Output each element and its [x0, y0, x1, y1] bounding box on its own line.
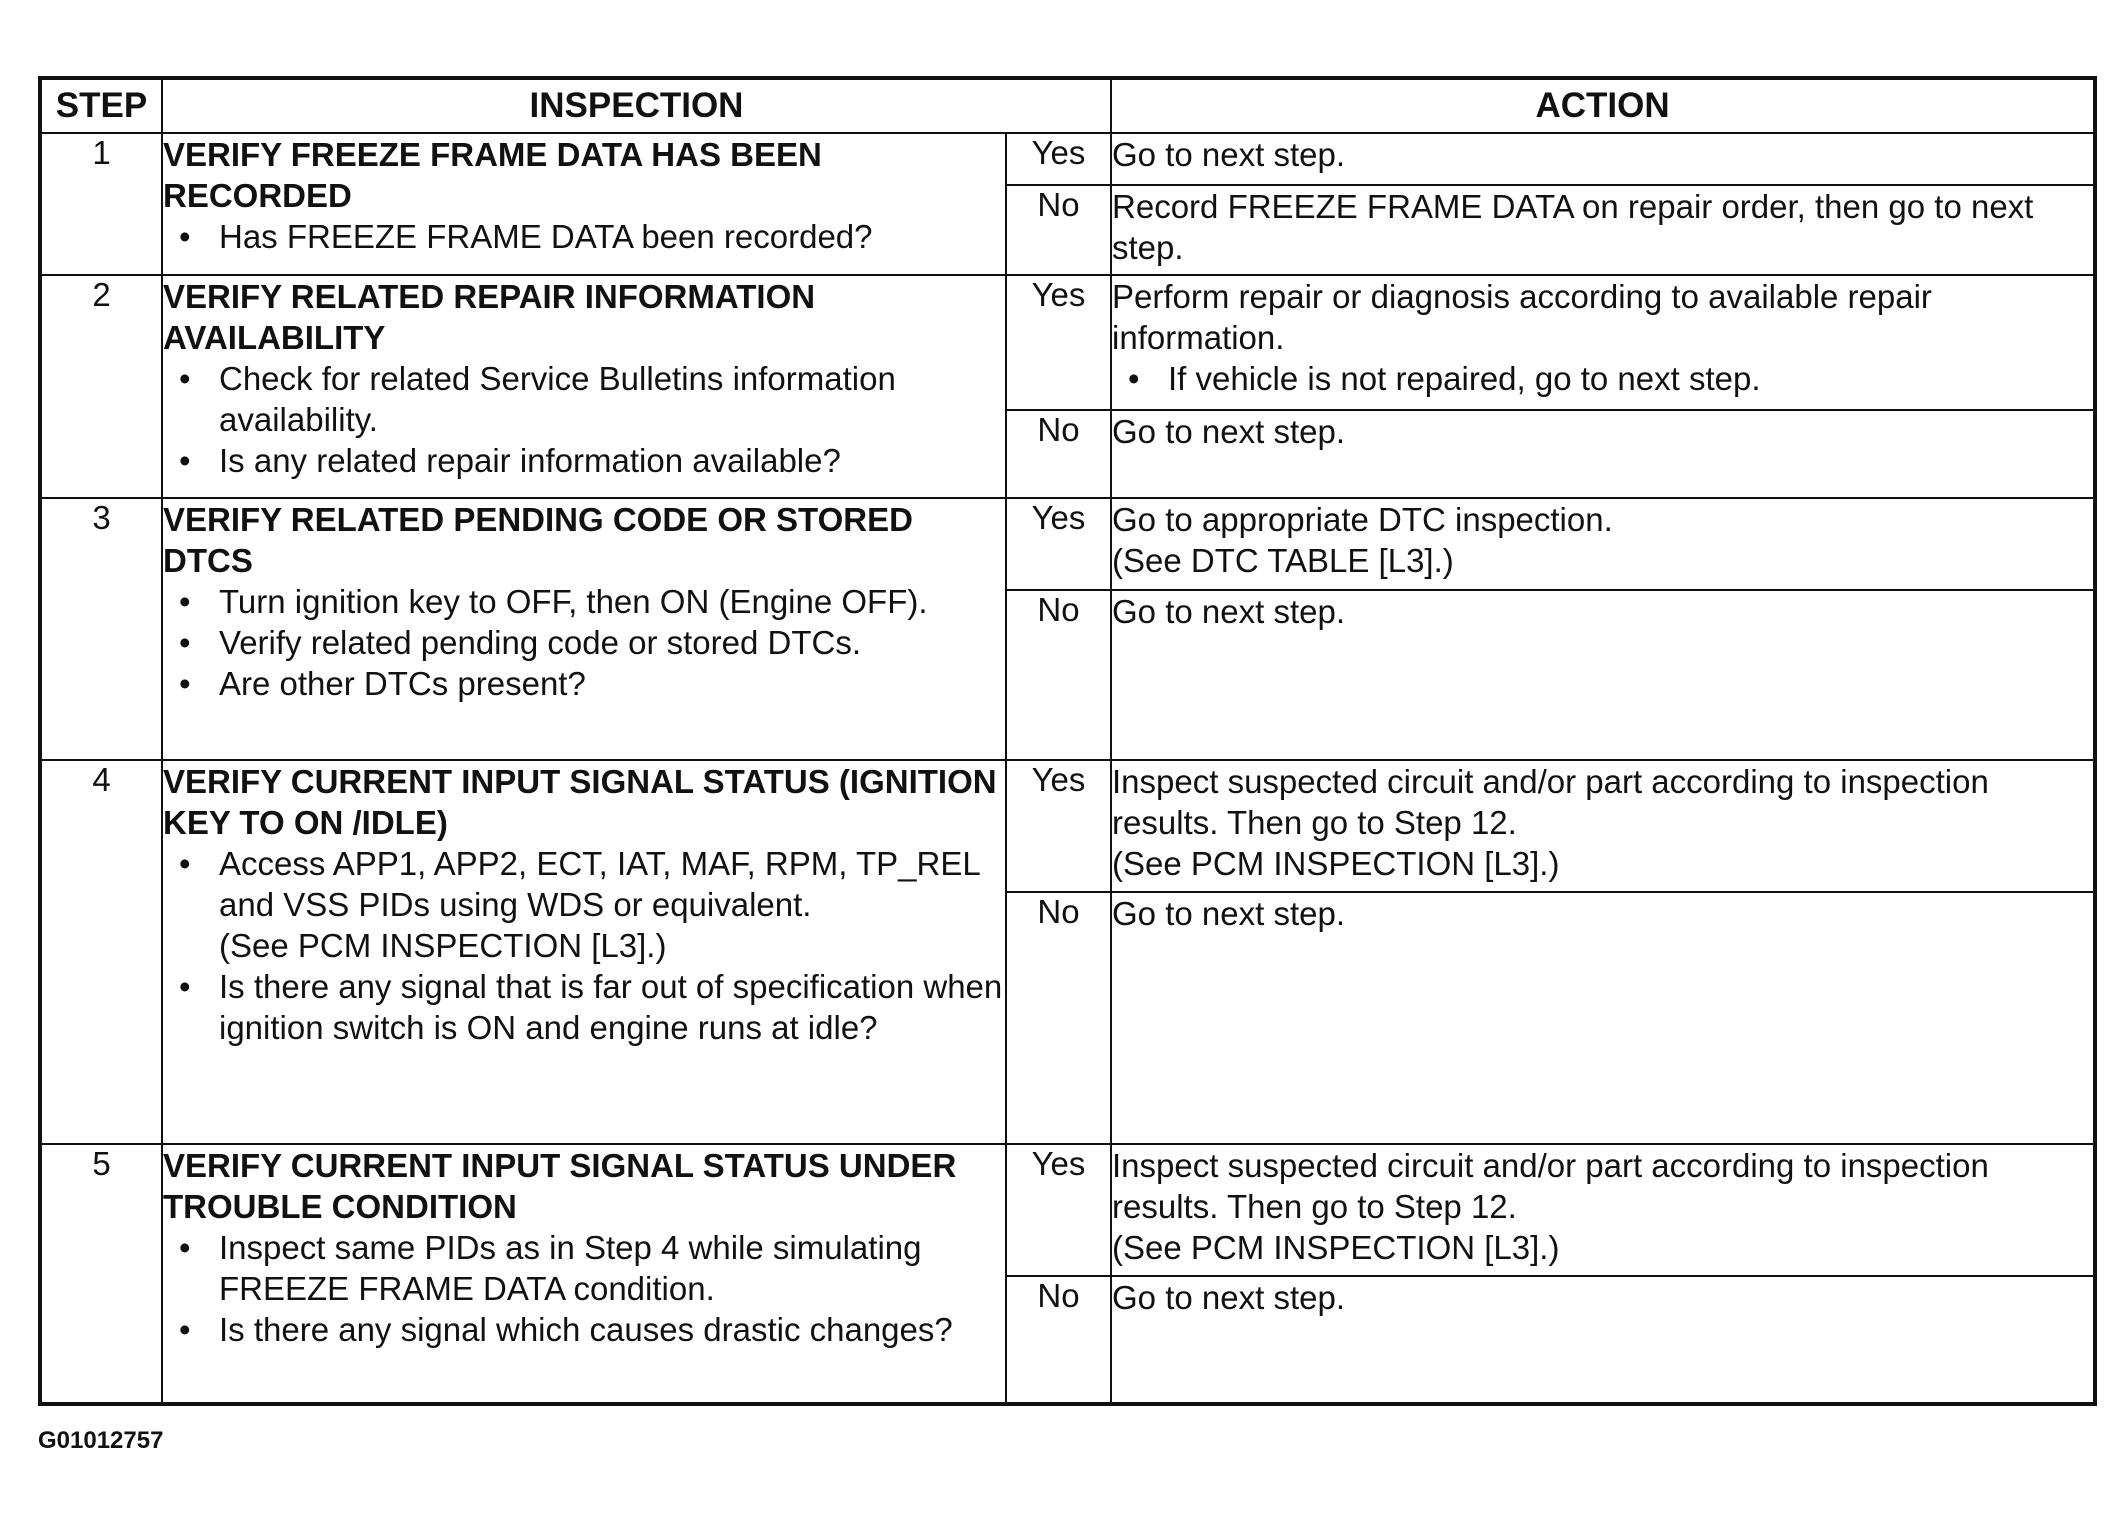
list-item — [179, 440, 1005, 481]
list-item-text: Has FREEZE FRAME DATA been recorded? — [219, 218, 873, 255]
action-list — [1112, 358, 2093, 399]
list-item — [179, 1227, 1005, 1309]
yes-label: Yes — [1006, 498, 1111, 590]
inspection-list — [163, 1227, 1005, 1350]
bullet-icon: • — [1128, 360, 1140, 397]
step-number: 1 — [40, 133, 162, 275]
yes-label: Yes — [1006, 133, 1111, 185]
no-label: No — [1006, 892, 1111, 1144]
table-row-step-3-yes — [40, 498, 2095, 590]
diagnostic-table — [38, 76, 2097, 1406]
bullet-icon: • — [179, 360, 191, 397]
inspection-title: VERIFY CURRENT INPUT SIGNAL STATUS (IGNITION KEY TO ON /IDLE) — [163, 763, 997, 841]
action-cell — [1111, 590, 2095, 760]
table-row-step-1-yes — [40, 133, 2095, 185]
action-cell — [1111, 498, 2095, 590]
action-reference: (See PCM INSPECTION [L3].) — [1112, 1229, 1560, 1266]
list-item-reference: (See PCM INSPECTION [L3].) — [219, 927, 667, 964]
no-label: No — [1006, 1276, 1111, 1404]
list-item — [179, 843, 1005, 966]
inspection-title: VERIFY CURRENT INPUT SIGNAL STATUS UNDER TROUBLE CONDITION — [163, 1147, 957, 1225]
table-row-step-2-yes — [40, 275, 2095, 410]
table-row-step-5-yes — [40, 1144, 2095, 1276]
list-item-text: Verify related pending code or stored DTCs. — [219, 624, 862, 661]
action-text: Go to next step. — [1112, 895, 1345, 932]
action-text: Go to next step. — [1112, 1279, 1345, 1316]
list-item-text: Check for related Service Bulletins information availability. — [219, 360, 896, 438]
list-item-text: Is any related repair information available? — [219, 442, 841, 479]
no-label: No — [1006, 410, 1111, 498]
inspection-list — [163, 358, 1005, 481]
action-text: Go to next step. — [1112, 593, 1345, 630]
bullet-icon: • — [179, 624, 191, 661]
yes-label: Yes — [1006, 1144, 1111, 1276]
step-number: 4 — [40, 760, 162, 1144]
action-cell — [1111, 133, 2095, 185]
inspection-cell — [162, 498, 1006, 760]
action-cell — [1111, 760, 2095, 892]
bullet-icon: • — [179, 442, 191, 479]
no-label: No — [1006, 590, 1111, 760]
list-item-text: Are other DTCs present? — [219, 665, 586, 702]
action-cell — [1111, 1276, 2095, 1404]
action-cell — [1111, 892, 2095, 1144]
list-item — [179, 966, 1005, 1048]
list-item — [179, 358, 1005, 440]
action-text: Go to next step. — [1112, 136, 1345, 173]
step-number: 2 — [40, 275, 162, 498]
bullet-icon: • — [179, 665, 191, 702]
yes-label: Yes — [1006, 760, 1111, 892]
header-row — [40, 78, 2095, 133]
figure-code: G01012757 — [38, 1427, 164, 1454]
inspection-list — [163, 216, 1005, 257]
bullet-icon: • — [179, 1311, 191, 1348]
inspection-list — [163, 843, 1005, 1048]
bullet-icon: • — [179, 218, 191, 255]
bullet-icon: • — [179, 845, 191, 882]
inspection-title: VERIFY RELATED REPAIR INFORMATION AVAILABILITY — [163, 278, 816, 356]
inspection-title: VERIFY FREEZE FRAME DATA HAS BEEN RECORDED — [163, 136, 822, 214]
action-text: Go to appropriate DTC inspection. — [1112, 501, 1613, 538]
action-reference: (See PCM INSPECTION [L3].) — [1112, 845, 1560, 882]
step-number: 3 — [40, 498, 162, 760]
list-item-text: Inspect same PIDs as in Step 4 while simulating FREEZE FRAME DATA condition. — [219, 1229, 922, 1307]
list-item-text: Is there any signal that is far out of specification when ignition switch is ON and engine runs at idle? — [219, 968, 1003, 1046]
table-row-step-4-yes — [40, 760, 2095, 892]
action-text: Record FREEZE FRAME DATA on repair order, then go to next step. — [1112, 188, 2034, 266]
bullet-icon: • — [179, 1229, 191, 1266]
list-item — [179, 216, 1005, 257]
list-item — [179, 663, 1005, 704]
header-action: ACTION — [1111, 78, 2095, 133]
action-cell — [1111, 275, 2095, 410]
step-number: 5 — [40, 1144, 162, 1404]
list-item-text: Turn ignition key to OFF, then ON (Engine OFF). — [219, 583, 928, 620]
inspection-cell — [162, 133, 1006, 275]
inspection-list — [163, 581, 1005, 704]
list-item-text: If vehicle is not repaired, go to next step. — [1168, 360, 1761, 397]
no-label: No — [1006, 185, 1111, 275]
inspection-cell — [162, 275, 1006, 498]
inspection-title: VERIFY RELATED PENDING CODE OR STORED DTCS — [163, 501, 913, 579]
header-inspection: INSPECTION — [162, 78, 1111, 133]
list-item — [179, 581, 1005, 622]
yes-label: Yes — [1006, 275, 1111, 410]
action-text: Perform repair or diagnosis according to available repair information. — [1112, 278, 1932, 356]
bullet-icon: • — [179, 583, 191, 620]
action-text: Inspect suspected circuit and/or part according to inspection results. Then go to Step 12. — [1112, 763, 1989, 841]
action-reference: (See DTC TABLE [L3].) — [1112, 542, 1454, 579]
list-item — [179, 1309, 1005, 1350]
list-item — [1128, 358, 2093, 399]
list-item-text: Access APP1, APP2, ECT, IAT, MAF, RPM, TP_REL and VSS PIDs using WDS or equivalent. — [219, 845, 980, 923]
list-item-text: Is there any signal which causes drastic changes? — [219, 1311, 953, 1348]
action-cell — [1111, 185, 2095, 275]
action-cell — [1111, 1144, 2095, 1276]
action-text: Go to next step. — [1112, 413, 1345, 450]
inspection-cell — [162, 1144, 1006, 1404]
action-text: Inspect suspected circuit and/or part according to inspection results. Then go to Step 12. — [1112, 1147, 1989, 1225]
action-cell — [1111, 410, 2095, 498]
inspection-cell — [162, 760, 1006, 1144]
header-step: STEP — [40, 78, 162, 133]
bullet-icon: • — [179, 968, 191, 1005]
list-item — [179, 622, 1005, 663]
